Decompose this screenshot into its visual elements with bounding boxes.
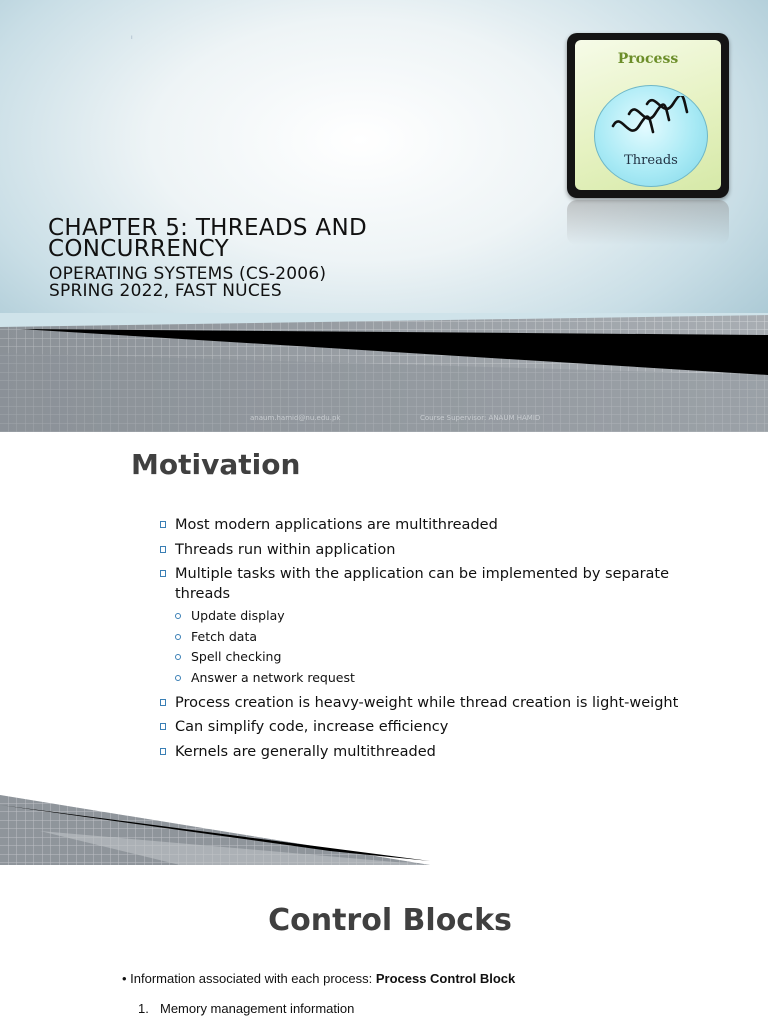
motivation-slide — [0, 432, 768, 865]
bullet-item: Most modern applications are multithreaded — [160, 515, 690, 535]
slide-heading: Motivation — [131, 448, 301, 481]
sub-bullet-item: Spell checking — [175, 647, 690, 668]
footer-supervisor: Course Supervisor: ANAUM HAMID — [420, 414, 541, 422]
title-slide — [0, 0, 768, 432]
sub-bullet-list — [175, 606, 690, 688]
square-bullet-icon — [160, 699, 166, 706]
slide-heading: Control Blocks — [268, 903, 512, 938]
square-bullet-icon — [160, 748, 166, 755]
slide-subtitle — [49, 266, 326, 300]
square-bullet-icon — [160, 521, 166, 528]
circle-bullet-icon — [175, 613, 181, 619]
slide-marker: ı — [131, 34, 133, 41]
logo-process-label: Process — [617, 51, 679, 67]
sub-bullet-item: Fetch data — [175, 627, 690, 648]
bullet-item: Can simplify code, increase efficiency — [160, 717, 690, 737]
thread-waves-icon — [609, 96, 693, 154]
pcb-term: Process Control Block — [375, 971, 516, 986]
bullet-item: Kernels are generally multithreaded — [160, 742, 690, 762]
bullet-item: Multiple tasks with the application can be implemented by separate threads Update display Fetch data Spell checking Answer a network request — [160, 564, 690, 688]
decorative-grid-band — [0, 795, 768, 865]
sub-bullet-item: Update display — [175, 606, 690, 627]
logo-reflection — [567, 200, 729, 245]
bullet-item: Process creation is heavy-weight while thread creation is light-weight — [160, 693, 690, 713]
sub-bullet-item: Answer a network request — [175, 668, 690, 689]
circle-bullet-icon — [175, 654, 181, 660]
control-blocks-slide — [0, 865, 768, 1024]
semester-line: SPRING 2022, FAST NUCES — [49, 281, 282, 301]
numbered-item: 1. Memory management information — [138, 1001, 355, 1016]
decorative-grid-band — [0, 313, 768, 432]
course-name: OPERATING SYSTEMS (CS-2006) — [49, 264, 327, 284]
pcb-description: • Information associated with each process: Process Control Block — [122, 971, 516, 986]
bullet-item: Threads run within application — [160, 540, 690, 560]
process-threads-logo — [567, 33, 729, 198]
circle-bullet-icon — [175, 675, 181, 681]
circle-bullet-icon — [175, 634, 181, 640]
square-bullet-icon — [160, 570, 166, 577]
slide-title: CHAPTER 5: THREADS AND CONCURRENCY — [48, 215, 367, 262]
logo-threads-label: Threads — [624, 153, 678, 168]
threads-circle — [594, 85, 708, 187]
square-bullet-icon — [160, 546, 166, 553]
square-bullet-icon — [160, 723, 166, 730]
footer-email: anaum.hamid@nu.edu.pk — [250, 414, 341, 422]
bullet-list — [160, 515, 690, 766]
